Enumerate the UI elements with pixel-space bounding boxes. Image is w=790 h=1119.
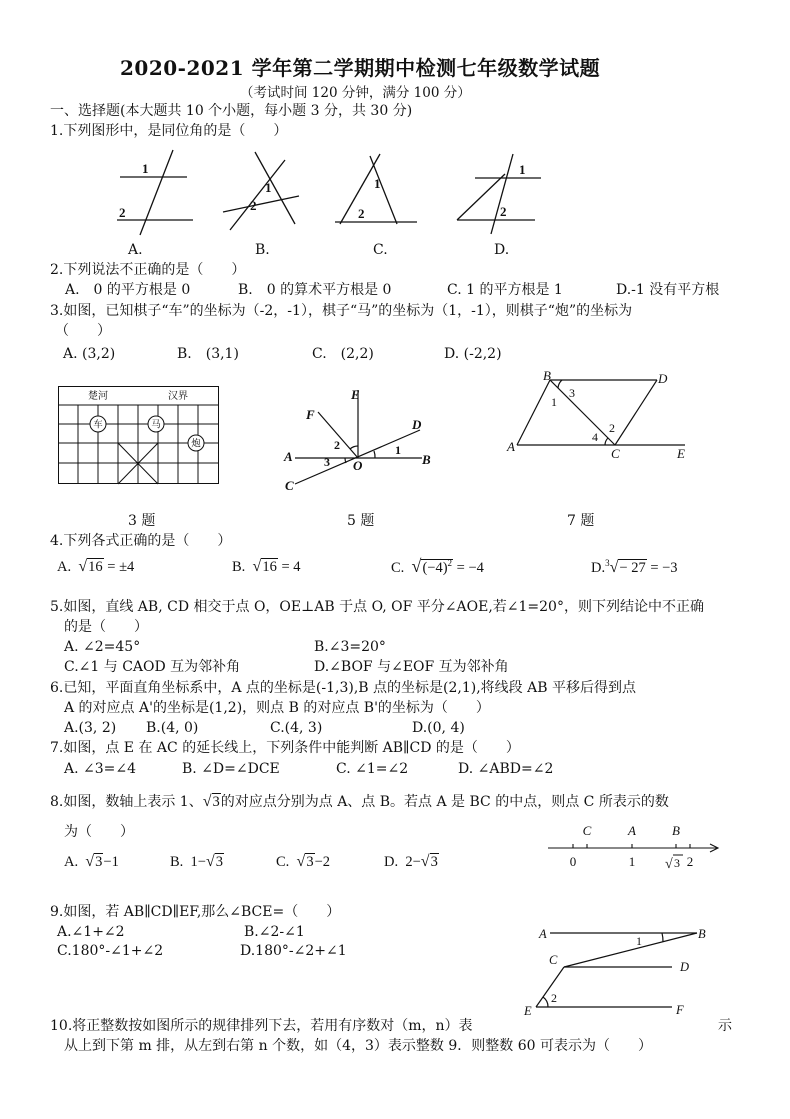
q5-stem-line1: 5.如图，直线 AB, CD 相交于点 O，OE⊥AB 于点 O, OF 平分∠AOE,若∠1=20°，则下列结论中不正确	[50, 599, 704, 615]
q1d-transversal	[491, 154, 513, 234]
q3-stem-line1: 3.如图，已知棋子“车”的坐标为（-2，-1），棋子“马”的坐标为（1，-1），则棋子“炮”的坐标为	[50, 303, 633, 319]
angle4-arc	[605, 438, 608, 445]
q9-figure	[522, 922, 722, 1018]
q4-option-a: A. √16 = ±4	[57, 558, 135, 575]
q5-option-c: C.∠1 与 CAOD 互为邻补角	[64, 659, 241, 675]
section-heading: 一、选择题(本大题共 10 个小题，每小题 3 分，共 30 分)	[50, 103, 413, 119]
q3-stem-line2: （ ）	[55, 323, 111, 339]
q10-stem-line1: 10.将正整数按如图所示的规律排列下去，若用有序数对（m，n）表	[50, 1018, 473, 1034]
q1-label-a: A.	[128, 242, 143, 258]
fig7-angle1-label: 1	[551, 395, 557, 409]
q7-option-c: C. ∠1=∠2	[336, 761, 409, 777]
q5-option-a: A. ∠2=45°	[64, 639, 141, 655]
q9-option-a: A.∠1+∠2	[57, 924, 125, 940]
q2-option-c: C. 1 的平方根是 1	[447, 282, 563, 298]
q7-option-b: B. ∠D=∠DCE	[182, 761, 280, 777]
fig7-point-c: C	[611, 446, 620, 461]
q1-figures	[95, 142, 555, 242]
q3-option-c: C. (2,2)	[312, 346, 374, 362]
q3-option-a: A. (3,2)	[63, 346, 116, 362]
fig7-angle3-label: 3	[569, 386, 575, 400]
fig7-angle2-label: 2	[609, 421, 615, 435]
fig7-point-d: D	[658, 371, 668, 386]
q1b-angle1-label: 1	[265, 180, 272, 195]
fig5-angle2-label: 2	[334, 438, 340, 452]
q5-option-d: D.∠BOF 与∠EOF 互为邻补角	[314, 659, 509, 675]
q10-stem-line2: 从上到下第 m 排，从左到右第 n 个数，如（4，3）表示整数 9．则整数 60 可表示为（ ）	[64, 1038, 652, 1054]
fig5-point-a: A	[284, 449, 293, 464]
nl-point-a: A	[628, 823, 636, 838]
page-title: 2020-2021 学年第二学期期中检测七年级数学试题	[120, 56, 601, 80]
fig9-angle1-label: 1	[636, 934, 642, 948]
segment-ce	[536, 967, 564, 1007]
q5-option-b: B.∠3=20°	[314, 639, 386, 655]
q1-label-b: B.	[255, 242, 270, 258]
q9-stem: 9.如图，若 AB∥CD∥EF,那么∠BCE=（ ）	[50, 904, 341, 920]
q1c-angle2-label: 2	[358, 206, 365, 221]
q10-stem-tail: 示	[718, 1018, 732, 1034]
page-subtitle: （考试时间 120 分钟，满分 100 分）	[240, 85, 471, 101]
nl-point-b: B	[672, 823, 680, 838]
angle3-arc	[558, 380, 562, 388]
q2-stem: 2.下列说法不正确的是（ ）	[50, 262, 246, 278]
fig9-point-e: E	[524, 1004, 532, 1018]
angle1-arc	[662, 933, 663, 942]
fig5-point-f: F	[306, 407, 315, 422]
caption-q3: 3 题	[128, 513, 156, 529]
piece-ma-label: 马	[151, 420, 161, 431]
q1d-angle2-label: 2	[500, 204, 507, 219]
q9-option-b: B.∠2-∠1	[244, 924, 305, 940]
fig7-point-b: B	[543, 370, 551, 383]
q1b-line2	[230, 160, 285, 230]
q1a-angle2-label: 2	[119, 205, 126, 220]
q1-label-d: D.	[494, 242, 510, 258]
segment-bc	[550, 380, 615, 445]
q2-option-a: A. 0 的平方根是 0	[65, 282, 191, 298]
fig7-point-a: A	[507, 439, 515, 454]
angle2-arc	[543, 997, 548, 1007]
fig5-angle3-label: 3	[324, 455, 330, 469]
piece-che-label: 车	[93, 420, 103, 431]
q9-option-c: C.180°-∠1+∠2	[57, 943, 164, 959]
fig7-point-e: E	[677, 446, 685, 461]
fig5-point-e: E	[351, 387, 360, 402]
q8-option-c: C. √3−2	[276, 853, 331, 870]
fig9-point-b: B	[698, 927, 706, 941]
q7-option-a: A. ∠3=∠4	[64, 761, 137, 777]
segment-cd	[615, 380, 657, 445]
q8-option-b: B. 1−√3	[170, 853, 224, 870]
q1b-angle2-label: 2	[250, 198, 257, 213]
q9-option-d: D.180°-∠2+∠1	[240, 943, 347, 959]
fig7-angle4-label: 4	[592, 430, 598, 444]
fig9-point-c: C	[549, 953, 558, 967]
nl-sqrt3-radicand: 3	[674, 856, 680, 870]
board-river-left: 楚河	[88, 391, 108, 402]
q6-stem-line1: 6.已知，平面直角坐标系中，A 点的坐标是(-1,3),B 点的坐标是(2,1),将线段 AB 平移后得到点	[50, 680, 636, 696]
q7-stem: 7.如图，点 E 在 AC 的延长线上，下列条件中能判断 AB∥CD 的是（ ）	[50, 740, 520, 756]
q8-stem-line2: 为（ ）	[64, 824, 134, 840]
q4-option-b: B. √16 = 4	[232, 558, 301, 575]
q5-stem-line2: 的是（ ）	[64, 619, 148, 635]
fig5-point-o: O	[353, 458, 363, 473]
q8-option-a: A. √3−1	[64, 853, 119, 870]
q1-stem: 1.下列图形中，是同位角的是（ ）	[50, 123, 288, 139]
q6-option-c: C.(4, 3)	[270, 720, 323, 736]
q8-option-d: D. 2−√3	[384, 853, 438, 870]
q6-option-a: A.(3, 2)	[64, 720, 117, 736]
segment-bc	[564, 933, 697, 967]
fig5-point-d: D	[412, 417, 422, 432]
piece-pao-label: 炮	[191, 439, 201, 450]
q1b-line1	[255, 152, 295, 224]
nl-tick-2: 2	[686, 854, 694, 869]
q1c-angle1-label: 1	[374, 176, 381, 191]
q6-option-d: D.(0, 4)	[412, 720, 465, 736]
angle3-arc	[345, 458, 346, 463]
q7-figure	[505, 370, 695, 462]
fig5-point-b: B	[422, 452, 431, 467]
nl-tick-0: 0	[569, 854, 577, 869]
q1a-angle1-label: 1	[142, 161, 149, 176]
q4-option-c: C. $√(-4)^2 = -4$	[391, 556, 484, 576]
q7-option-d: D. ∠ABD=∠2	[458, 761, 554, 777]
q3-option-d: D. (-2,2)	[444, 346, 502, 362]
caption-q7: 7 题	[567, 513, 595, 529]
angle1-arc	[374, 451, 375, 458]
angle2-arc	[350, 446, 358, 449]
fig9-point-d: D	[680, 960, 690, 974]
q3-chess-board	[58, 386, 220, 486]
fig9-point-a: A	[539, 927, 547, 941]
q4-stem: 4.下列各式正确的是（ ）	[50, 533, 232, 549]
q4-option-d: D.$^3$√− 27 = −3	[591, 558, 678, 576]
fig9-angle2-label: 2	[551, 991, 557, 1005]
q1d-angle1-label: 1	[519, 162, 526, 177]
q8-stem-line1: 8.如图，数轴上表示 1、√3的对应点分别为点 A、点 B。若点 A 是 BC 的中点，则点 C 所表示的数	[50, 793, 669, 810]
q1-label-c: C.	[373, 242, 388, 258]
nl-sqrt-sign: √	[665, 857, 673, 872]
q2-option-d: D.-1 没有平方根	[616, 282, 720, 298]
board-river-right: 汉界	[168, 391, 188, 402]
q5-figure	[280, 382, 440, 494]
caption-q5: 5 题	[347, 513, 375, 529]
fig5-angle1-label: 1	[395, 443, 401, 457]
fig9-point-f: F	[676, 1003, 684, 1017]
q6-stem-line2: A 的对应点 A'的坐标是(1,2)，则点 B 的对应点 B'的坐标为（ ）	[64, 700, 490, 716]
q1d-slant	[457, 174, 505, 220]
q2-option-b: B. 0 的算术平方根是 0	[238, 282, 392, 298]
nl-point-c: C	[582, 823, 592, 838]
segment-ab	[517, 380, 550, 445]
q8-number-line	[540, 818, 725, 876]
q3-option-b: B. (3,1)	[177, 346, 239, 362]
q6-option-b: B.(4, 0)	[146, 720, 199, 736]
nl-tick-1: 1	[628, 854, 636, 869]
fig5-point-c: C	[285, 478, 294, 493]
